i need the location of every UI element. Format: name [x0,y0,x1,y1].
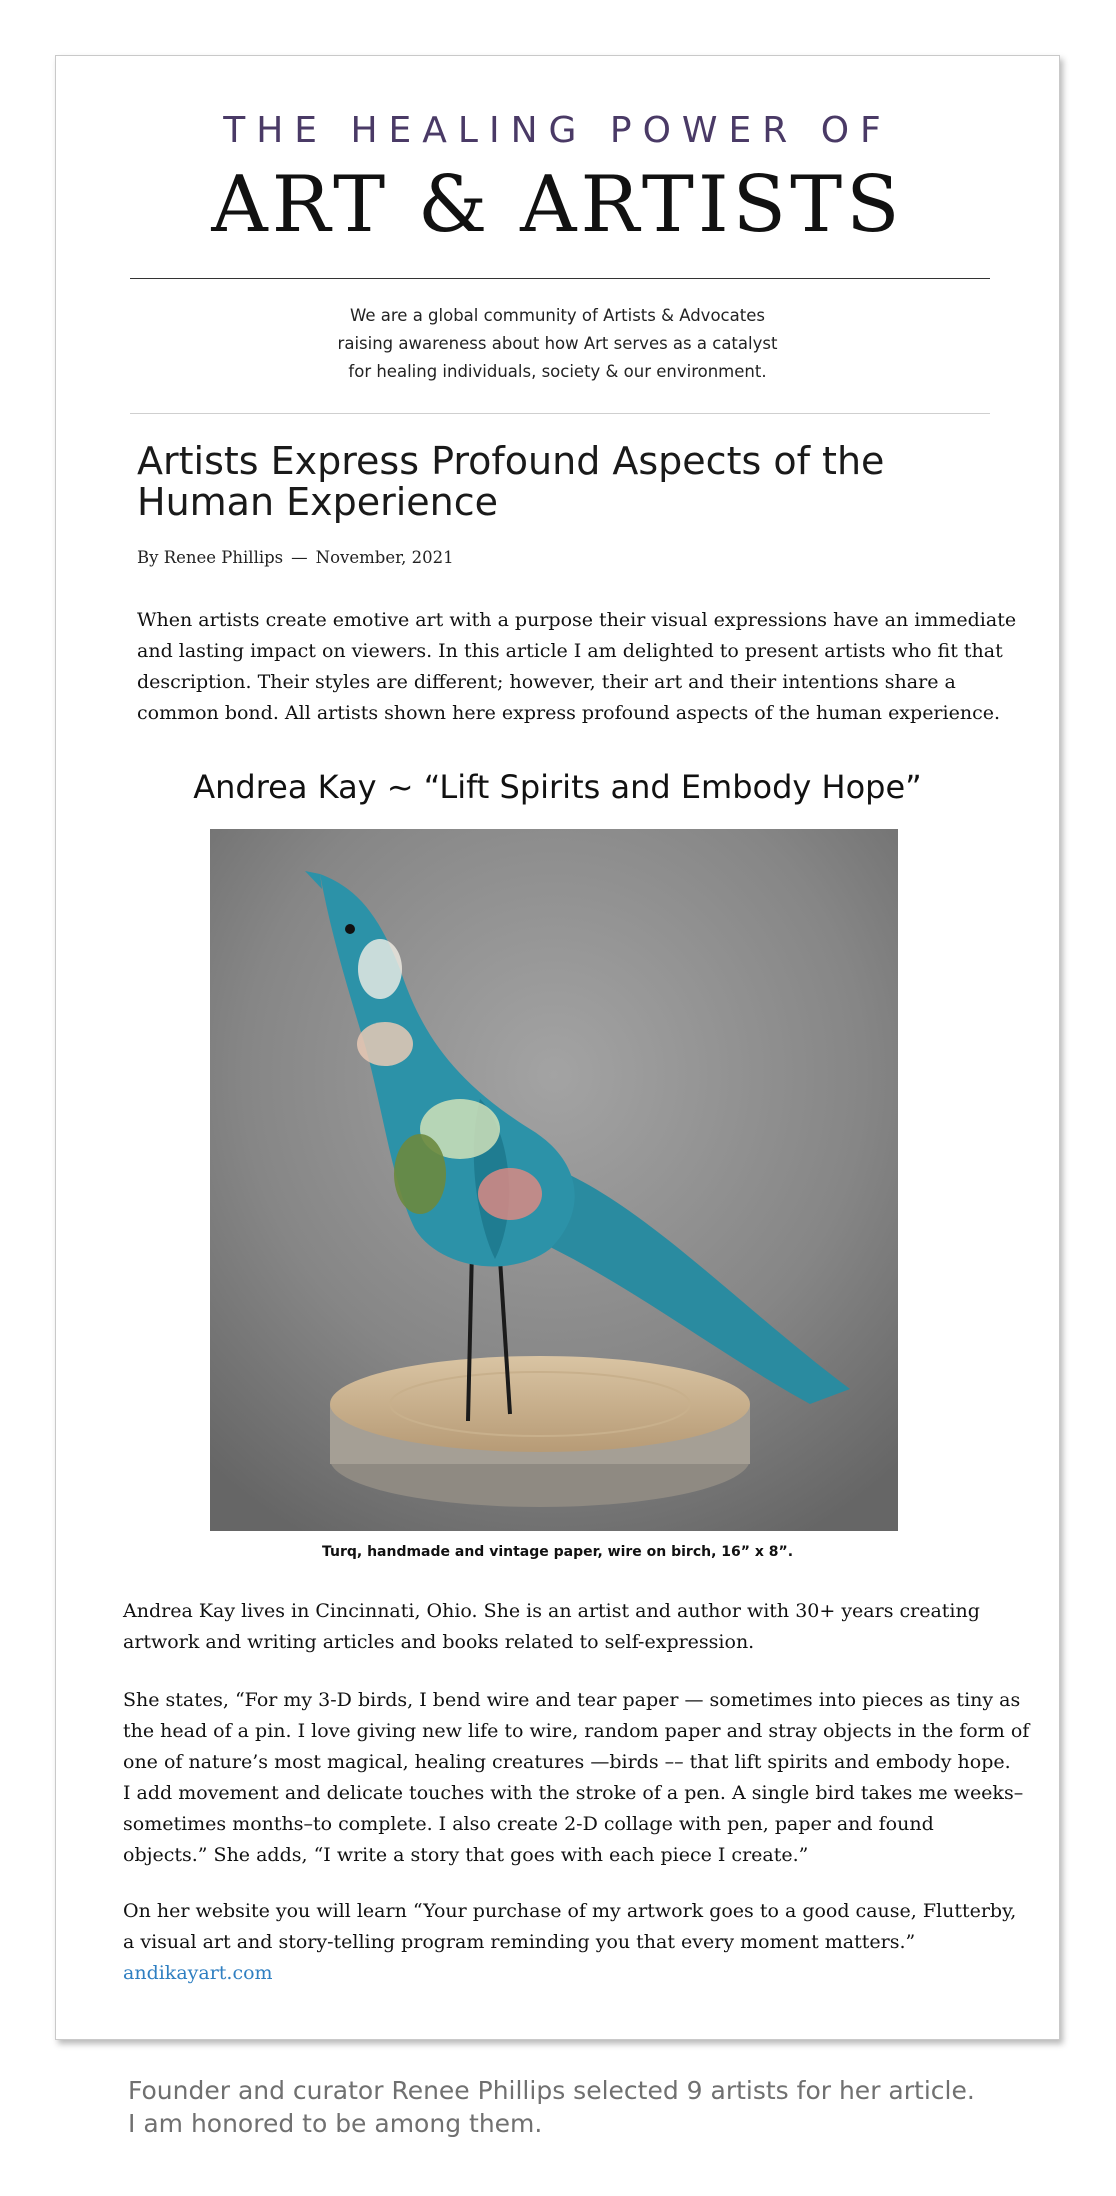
article-card [55,55,1060,2040]
tagline [56,302,1059,386]
intro-line: When artists create emotive art with a purpose their visual expressions have an immediate [137,609,1017,631]
intro-line: description. Their styles are different; however, their art and their intentions share a [137,671,956,693]
publish-date: November, 2021 [315,548,454,567]
website-paragraph [123,1896,1023,1989]
paragraph-line: one of nature’s most magical, healing creatures —birds –– that lift spirits and embody hope. [123,1751,1011,1773]
paragraph-line: I add movement and delicate touches with the stroke of a pen. A single bird takes me weeks– [123,1782,1024,1804]
tagline-line: for healing individuals, society & our environment. [348,362,767,381]
paragraph-line: sometimes months–to complete. I also create 2-D collage with pen, paper and found [123,1813,934,1835]
footer-note-line: I am honored to be among them. [128,2109,543,2138]
tagline-line: We are a global community of Artists & Advocates [350,306,765,325]
paragraph-line: the head of a pin. I love giving new life to wire, random paper and stray objects in the form of [123,1720,1030,1742]
byline-separator: — [291,548,308,567]
author: By Renee Phillips [137,548,284,567]
artwork-caption: Turq, handmade and vintage paper, wire on birch, 16” x 8”. [321,1544,794,1560]
paragraph-line: On her website you will learn “Your purchase of my artwork goes to a good cause, Flutterby, [123,1900,1017,1922]
intro-paragraph [137,605,1017,729]
paragraph-line: artwork and writing articles and books related to self-expression. [123,1631,755,1653]
tagline-line: raising awareness about how Art serves as a catalyst [337,334,778,353]
bio-paragraph [123,1596,1023,1658]
section-heading: Andrea Kay ~ “Lift Spirits and Embody Hope” [193,768,922,806]
paragraph-line: She states, “For my 3-D birds, I bend wire and tear paper — sometimes into pieces as tiny as [123,1689,1021,1711]
bird-sculpture-illustration [210,829,898,1531]
tagline-divider [130,413,990,414]
footer-note-line: Founder and curator Renee Phillips selected 9 artists for her article. [128,2076,975,2105]
artwork-photo [210,829,898,1531]
masthead-title: ART & ARTISTS [211,160,904,250]
artist-website-link[interactable]: andikayart.com [123,1962,273,1984]
byline [137,548,454,567]
quote-paragraph [123,1685,1030,1871]
paragraph-line: Andrea Kay lives in Cincinnati, Ohio. She is an artist and author with 30+ years creating [123,1600,980,1622]
footer-note [128,2074,1088,2140]
article-title: Artists Express Profound Aspects of the Human Experience [137,439,885,524]
masthead-divider [130,278,990,279]
masthead-kicker: THE HEALING POWER OF [223,110,892,151]
intro-line: and lasting impact on viewers. In this article I am delighted to present artists who fit that [137,640,1003,662]
intro-line: common bond. All artists shown here express profound aspects of the human experience. [137,702,1000,724]
paragraph-line: a visual art and story-telling program reminding you that every moment matters.” [123,1931,916,1953]
paragraph-line: objects.” She adds, “I write a story that goes with each piece I create.” [123,1844,809,1866]
